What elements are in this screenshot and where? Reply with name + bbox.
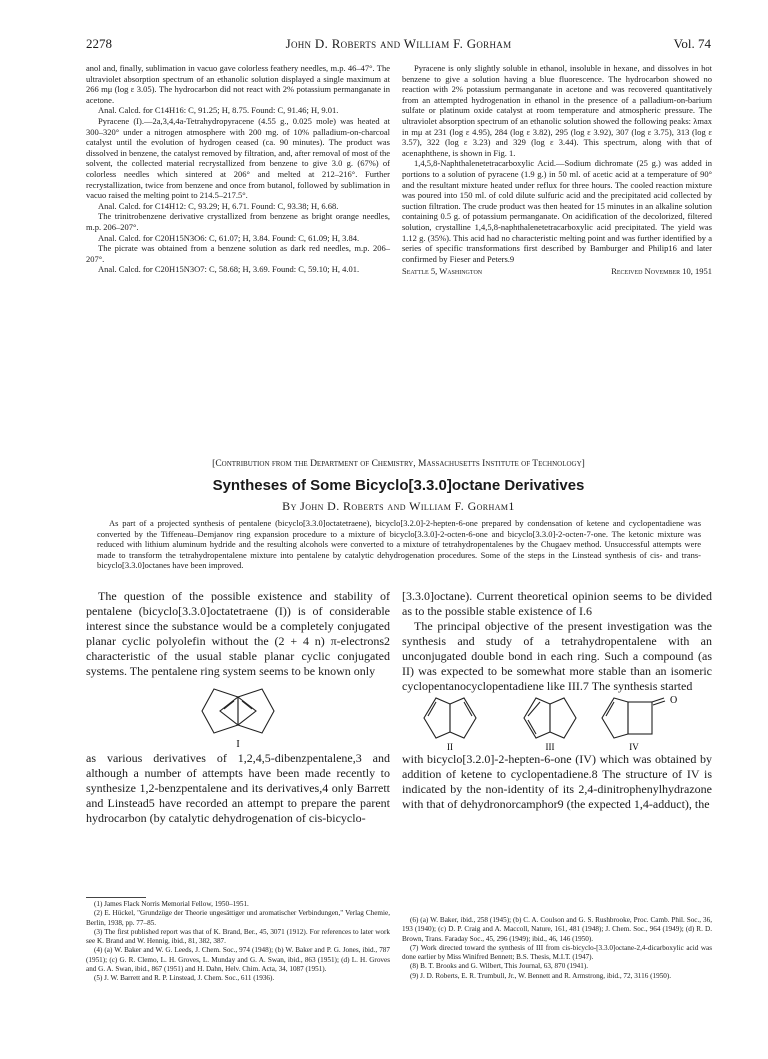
paragraph: Anal. Calcd. for C14H16: C, 91.25; H, 8.75. Found: C, 91.46; H, 9.01. (98, 105, 339, 116)
paragraph: Pyracene (I).—2a,3,4,4a-Tetrahydropyracene (4.55 g., 0.025 mole) was heated at 300–320° under a nitrogen atmosphere with 200 mg. of 10% palladium-on-charcoal catalyst until the evolution of hydrogen ceased (ca. 90 minutes). The product was dissolved in benzene, the catalyst removed by filtration, and, after removal of most of the solvent, the collected material recrystallized from benzene to give 3.0 g. (67%) of colorless needles which sintered at 206° and melted at 212–216°. Further recrystallization, twice from benzene and once from butanol, followed by sublimation in vacuo raised the melting point to 214.5–217.5°. (86, 115, 390, 201)
structure-label-IV: IV (629, 742, 639, 752)
abstract: As part of a projected synthesis of pentalene (bicyclo[3.3.0]octatetraene), bicyclo[3.2.0]-2-hepten-6-one prepared by condensation of ketene and cyclopentadiene was converted by the Tiffeneau–Demjanov ring expansion procedure to a mixture of bicyclo[3.3.0]-2-octen-6-one and bicyclo[3.3.0]-2-octen-7-one. The ketonic mixture was reduced with lithium aluminum hydride and the resulting alcohols were converted to a mixture of tetrahydropentalenes by the Chugaev method. Unsuccessful attempts were made to transform the tetrahydropentalene mixture into pentalene by catalytic dehydrogenation procedures. Some of the steps in the Linstead synthesis of cis- and trans-bicyclo[3.3.0]octanes have been improved. (97, 518, 701, 571)
running-authors: John D. Roberts and William F. Gorham (285, 36, 512, 51)
paragraph: Pyracene is only slightly soluble in ethanol, insoluble in hexane, and dissolves in hot benzene to give a solution having a blue fluorescence. The hydrocarbon showed no reaction with 2% potassium permanganate in acetone and was recovered quantitatively from an attempted hydrogenation in ethanol in the presence of a palladium-on-barium sulfate or platinum oxide catalyst at room temperature and atmospheric pressure. The ultraviolet absorption spectrum of an ethanolic solution showed the following peaks: λmax in mμ at 231 (log ε 4.95), 284 (log ε 3.82), 295 (log ε 3.92), 307 (log ε 3.75), 313 (log ε 3.57), 322 (log ε 3.23) and 329 (log ε 3.44). This spectrum, along with that of acenaphthene, is shown in Fig. 1. (402, 63, 712, 158)
signature-line (402, 266, 712, 277)
footnote: (9) J. D. Roberts, E. R. Trumbull, Jr., W. Bennett and R. Armstrong, ibid., 72, 3116 (1950). (410, 971, 672, 980)
top-left-column (86, 63, 390, 275)
footnote: (4) (a) W. Baker and W. G. Leeds, J. Chem. Soc., 974 (1948); (b) W. Baker and P. G. Jones, ibid., 787 (1951); (c) G. R. Clemo, L. H. Groves, L. Munday and G. A. Swan, ibid., 863 (1951); (d) L. H. Groves and G. A. Swan, ibid., 867 (1951) and H. Dahn, Helv. Chim. Acta, 34, 1087 (1951). (86, 946, 390, 974)
paragraph: The trinitrobenzene derivative crystallized from benzene as bright orange needles, m.p. 206–207°. (86, 211, 390, 232)
footnote: (1) James Flack Norris Memorial Fellow, 1950–1951. (94, 900, 249, 908)
article-title: Syntheses of Some Bicyclo[3.3.0]octane Derivatives (212, 477, 585, 494)
body-right-column (402, 589, 712, 812)
paragraph: 1,4,5,8-Naphthalenetetracarboxylic Acid.—Sodium dichromate (25 g.) was added in portions to a solution of pyracene (1.9 g.) in 50 ml. of acetic acid at a temperature of 90° and the resultant mixture heated under reflux for three hours. The cooled reaction mixture was poured into 150 ml. of cold dilute sulfuric acid and the precipitated acid collected by suction filtration. The crude product was then heated for 15 minutes in an alkaline solution containing 0.5 g. of potassium permanganate. On acidification of the decolorized, filtered solution, crystalline 1,4,5,8-naphthalenetetracarboxylic acid precipitated. The yield was 1.12 g. (35%). This acid had no characteristic melting point and was further identified by a series of specific transformations first described by Bamburger and Philip16 and later confirmed by Fieser and Peters.9 (402, 158, 712, 264)
footnote: (3) The first published report was that of K. Brand, Ber., 45, 3071 (1912). For references to later work see K. Brand and W. Hennig, ibid., 81, 382, 387. (86, 927, 390, 946)
paragraph: Anal. Calcd. for C20H15N3O6: C, 61.07; H, 3.84. Found: C, 61.09; H, 3.84. (98, 232, 360, 243)
contribution-note: [Contribution from the Department of Chemistry, Massachusetts Institute of Technology] (212, 459, 585, 469)
running-header (86, 36, 711, 54)
body-left-column (86, 589, 390, 826)
paragraph: with bicyclo[3.2.0]-2-hepten-6-one (IV) which was obtained by addition of ketene to cyclopentadiene.8 The structure of IV is indicated by the non-identity of its 2,4-dinitrophenylhydrazone with that of dehydronorcamphor9 (the expected 1,4-adduct), the (402, 752, 712, 811)
structure-I-figure (86, 679, 390, 751)
footnote: (5) J. W. Barrett and R. P. Linstead, J. Chem. Soc., 611 (1936). (94, 974, 275, 983)
structure-label-I: I (236, 739, 240, 750)
page-number: 2278 (86, 36, 112, 51)
paragraph: Anal. Calcd. for C20H15N3O7: C, 58.68; H, 3.69. Found: C, 59.10; H, 4.01. (98, 264, 360, 275)
pentalene-structure (86, 679, 390, 751)
signature-place: Seattle 5, Washington (402, 266, 483, 277)
footnote: (6) (a) W. Baker, ibid., 258 (1945); (b) C. A. Coulson and G. S. Rushbrooke, Proc. Camb. Phil. Soc., 36, 193 (1940); (c) D. P. Craig and A. Maccoll, Nature, 161, 481 (1948); J. Chem. Soc., 964 (1949); (d) R. D. Brown, Trans. Faraday Soc., 45, 296 (1949); ibid., 46, 146 (1950). (402, 916, 712, 943)
article-byline: By John D. Roberts and William F. Gorham1 (282, 499, 515, 513)
volume-label: Vol. 74 (673, 36, 711, 51)
carbonyl-oxygen-label: O (670, 695, 678, 706)
footnote-rule (86, 897, 146, 898)
footnote: (8) B. T. Brooks and G. Wilbert, This Journal, 63, 870 (1941). (410, 962, 589, 971)
top-right-column (402, 63, 712, 277)
footnotes-right (402, 916, 712, 981)
footnotes-left (86, 900, 390, 984)
footnote: (7) Work directed toward the synthesis of III from cis-bicyclo-[3.3.0]octane-2,4-dicarboxylic acid was done earlier by Miss Winifred Bennett; B.S. Thesis, M.I.T. (1947). (402, 943, 712, 962)
paragraph: The question of the possible existence and stability of pentalene (bicyclo[3.3.0]octatetraene (I)) is of considerable interest since the substance would be a completely conjugated planar cyclic polyolefin without the (2 + 4 n) π-electrons2 characteristic of the usual stable planar cyclic conjugated systems. The pentalene ring system seems to be known only (86, 589, 390, 678)
structure-label-III: III (545, 742, 555, 752)
footnote: (2) E. Hückel, "Grundzüge der Theorie ungesättiger und aromatischer Verbindungen," Verlag Chemie, Berlin, 1938, pp. 77–85. (86, 909, 390, 927)
paragraph: The principal objective of the present investigation was the synthesis and study of a tetrahydropentalene with an unconjugated double bond in each ring. Such a compound (as II) was expected to be somewhat more stable than an isomeric cyclopentanocyclopentadiene like III.7 The synthesis started (402, 619, 712, 693)
paragraph: anol and, finally, sublimation in vacuo gave colorless feathery needles, m.p. 46–47°. The ultraviolet absorption spectrum of an ethanolic solution displayed a single maximum at 266 mμ (log ε 3.05). The hydrocarbon did not react with 2% potassium permanganate in acetone. (86, 63, 390, 105)
structures-II-III-IV-figure (402, 694, 712, 752)
received-date: Received November 10, 1951 (611, 266, 712, 277)
structure-label-II: II (447, 742, 453, 752)
paragraph: Anal. Calcd. for C14H12: C, 93.29; H, 6.71. Found: C, 93.38; H, 6.68. (98, 200, 339, 211)
bicyclic-structures (402, 694, 712, 752)
paragraph: as various derivatives of 1,2,4,5-dibenzpentalene,3 and although a number of attempts have been made recently to synthesize 1,2-benzpentalene and its derivatives,4 only Barrett and Linstead5 have recorded an attempt to prepare the parent hydrocarbon (by catalytic dehydrogenation of cis-bicyclo- (86, 751, 390, 825)
paragraph: The picrate was obtained from a benzene solution as dark red needles, m.p. 206–207°. (86, 243, 390, 264)
paragraph: [3.3.0]octane). Current theoretical opinion seems to be divided as to the possible stable existence of I.6 (402, 589, 712, 618)
